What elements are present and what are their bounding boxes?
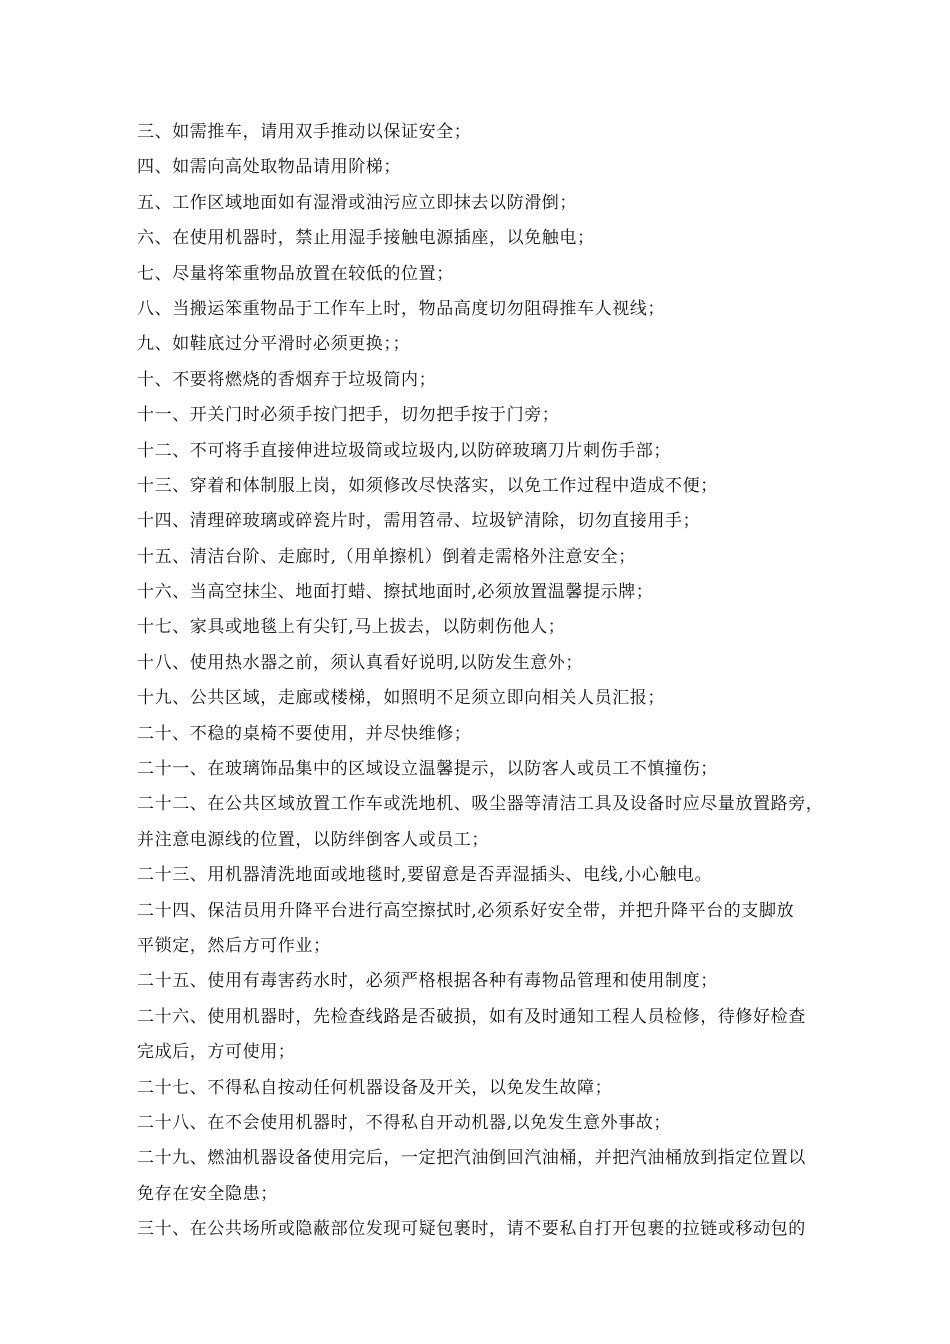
text-line: 二十二、在公共区域放置工作车或洗地机、吸尘器等清洁工具及设备时应尽量放置路旁， [137,794,824,815]
text-line: 十二、不可将手直接伸进垃圾筒或垃圾内,以防碎玻璃刀片刺伤手部； [137,440,672,461]
text-line: 十五、清洁台阶、走廊时,（用单擦机）倒着走需格外注意安全； [137,546,636,567]
text-line: 平锁定，然后方可作业； [137,935,331,956]
text-line: 七、尽量将笨重物品放置在较低的位置； [137,263,454,284]
text-line: 二十一、在玻璃饰品集中的区域设立温馨提示，以防客人或员工不慎撞伤； [137,759,718,780]
text-line: 十、不要将燃烧的香烟弃于垃圾筒内； [137,369,437,390]
text-line: 二十八、在不会使用机器时，不得私自开动机器,以免发生意外事故； [137,1112,672,1133]
text-line: 完成后，方可使用； [137,1042,296,1063]
text-line: 十九、公共区域，走廊或楼梯，如照明不足须立即向相关人员汇报； [137,688,665,709]
text-line: 二十三、用机器清洗地面或地毯时,要留意是否弄湿插头、电线,小心触电。 [137,865,713,886]
text-line: 十八、使用热水器之前，须认真看好说明,以防发生意外； [137,652,584,673]
text-line: 二十七、不得私自按动任何机器设备及开关，以免发生故障； [137,1077,613,1098]
text-line: 并注意电源线的位置，以防绊倒客人或员工； [137,829,489,850]
text-line: 三十、在公共场所或隐蔽部位发现可疑包裹时，请不要私自打开包裹的拉链或移动包的 [137,1219,806,1240]
text-line: 四、如需向高处取物品请用阶梯； [137,157,401,178]
text-line: 二十九、燃油机器设备使用完后，一定把汽油倒回汽油桶，并把汽油桶放到指定位置以 [137,1148,806,1169]
text-line: 九、如鞋底过分平滑时必须更换；； [137,334,411,355]
text-line: 十四、清理碎玻璃或碎瓷片时，需用笤帚、垃圾铲清除，切勿直接用手； [137,511,701,532]
text-line: 二十、不稳的桌椅不要使用，并尽快维修； [137,723,472,744]
text-line: 十一、开关门时必须手按门把手，切勿把手按于门旁； [137,405,560,426]
text-line: 五、工作区域地面如有湿滑或油污应立即抹去以防滑倒； [137,192,577,213]
text-line: 免存在安全隐患； [137,1183,278,1204]
text-line: 十三、穿着和体制服上岗，如须修改尽快落实，以免工作过程中造成不便； [137,475,718,496]
text-line: 三、如需推车，请用双手推动以保证安全； [137,122,472,142]
text-line: 八、当搬运笨重物品于工作车上时，物品高度切勿阻碍推车人视线； [137,298,665,319]
text-line: 二十六、使用机器时，先检查线路是否破损，如有及时通知工程人员检修，待修好检查 [137,1006,806,1027]
text-line: 十七、家具或地毯上有尖钉,马上拔去，以防刺伤他人； [137,617,566,638]
document-body [137,115,897,1248]
text-line: 十六、当高空抹尘、地面打蜡、擦拭地面时,必须放置温馨提示牌； [137,582,654,603]
text-line: 六、在使用机器时，禁止用湿手接触电源插座，以免触电； [137,228,595,249]
text-line: 二十五、使用有毒害药水时，必须严格根据各种有毒物品管理和使用制度； [137,971,718,992]
text-line: 二十四、保洁员用升降平台进行高空擦拭时,必须系好安全带，并把升降平台的支脚放 [137,900,795,921]
